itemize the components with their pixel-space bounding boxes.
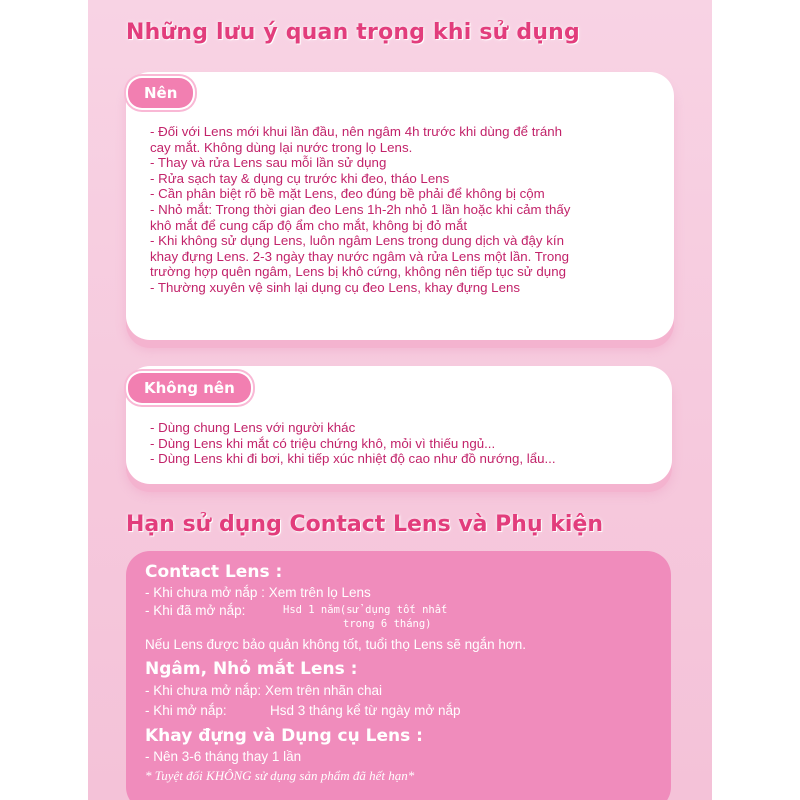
section-title-expiry: Hạn sử dụng Contact Lens và Phụ kiện [126, 512, 604, 537]
dont-list [150, 420, 670, 467]
list-item: - Thay và rửa Lens sau mỗi lần sử dụng [150, 155, 387, 171]
case-replace: - Nên 3-6 tháng thay 1 lần [145, 749, 302, 764]
case-warning: * Tuyệt đối KHÔNG sử dụng sản phẩm đã hết hạn* [145, 768, 415, 783]
case-heading: Khay đựng và Dụng cụ Lens : [145, 726, 423, 746]
dont-tag: Không nên [128, 373, 251, 403]
list-item: - Rửa sạch tay & dụng cụ trước khi đeo, tháo Lens [150, 170, 450, 186]
do-tag: Nên [128, 78, 193, 108]
list-item: - Dùng chung Lens với người khác [150, 420, 356, 435]
solution-opened-label: - Khi mở nắp: [145, 703, 227, 718]
solution-heading: Ngâm, Nhỏ mắt Lens : [145, 659, 358, 679]
list-item: - Thường xuyên vệ sinh lại dụng cụ đeo Lens, khay đựng Lens [150, 279, 521, 295]
list-item: - Đối với Lens mới khui lần đầu, nên ngâm 4h trước khi dùng để tránh cay mắt. Không dùng lại nước trong lọ Lens. [150, 124, 563, 155]
contact-lens-opened-value-2: trong 6 tháng) [343, 618, 432, 630]
contact-lens-opened-label: - Khi đã mở nắp: [145, 603, 246, 618]
section-title-usage-notes: Những lưu ý quan trọng khi sử dụng [126, 20, 580, 45]
info-page [88, 0, 712, 800]
contact-lens-heading: Contact Lens : [145, 562, 283, 582]
list-item: - Khi không sử dụng Lens, luôn ngâm Lens trong dung dịch và đậy kín khay đựng Lens. 2-3 ngày thay nước ngâm và rửa Lens một lần. Trong trường hợp quên ngâm, Lens bị khô cứng, không nên tiếp tục sử dụng [150, 233, 570, 280]
list-item: - Cần phân biệt rõ bề mặt Lens, đeo đúng bề phải để không bị cộm [150, 186, 545, 202]
contact-lens-opened-value: Hsd 1 năm(sử dụng tốt nhất [283, 604, 448, 616]
do-list [150, 124, 670, 296]
contact-lens-note: Nếu Lens được bảo quản không tốt, tuổi thọ Lens sẽ ngắn hơn. [145, 637, 527, 652]
solution-opened-value: Hsd 3 tháng kể từ ngày mở nắp [270, 703, 461, 718]
solution-unopened: - Khi chưa mở nắp: Xem trên nhãn chai [145, 683, 383, 698]
list-item: - Dùng Lens khi mắt có triệu chứng khô, mỏi vì thiếu ngủ... [150, 435, 496, 451]
list-item: - Dùng Lens khi đi bơi, khi tiếp xúc nhiệt độ cao như đồ nướng, lẩu... [150, 451, 556, 467]
list-item: - Nhỏ mắt: Trong thời gian đeo Lens 1h-2h nhỏ 1 lần hoặc khi cảm thấy khô mắt để cung cấp độ ẩm cho mắt, không bị đỏ mắt [150, 201, 571, 233]
contact-lens-unopened: - Khi chưa mở nắp : Xem trên lọ Lens [145, 585, 371, 600]
